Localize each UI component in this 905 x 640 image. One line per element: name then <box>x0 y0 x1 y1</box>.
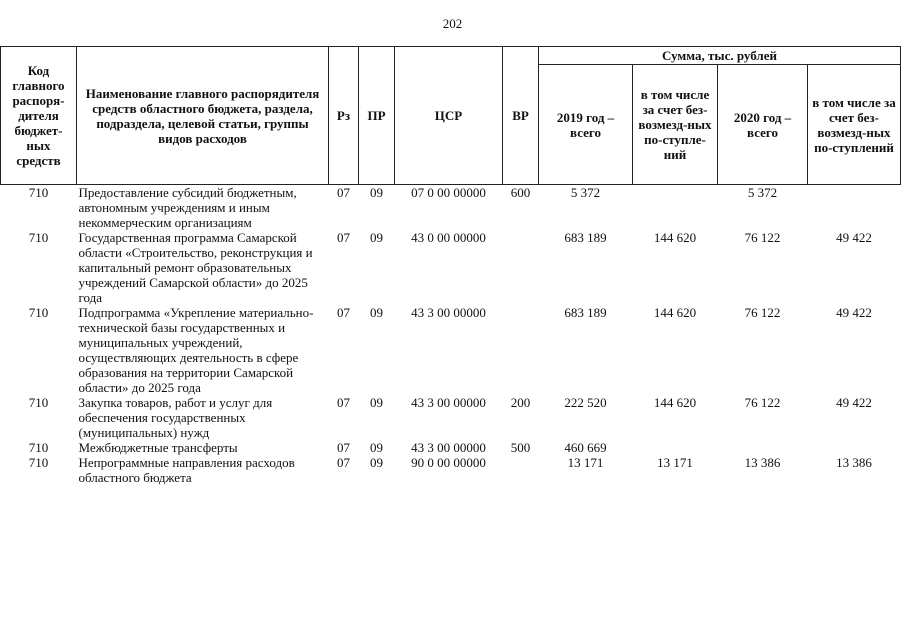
cell-2019-free: 144 620 <box>653 230 697 245</box>
cell-2019-total: 13 171 <box>567 455 604 470</box>
cell-rz: 07 <box>337 185 350 200</box>
cell-code: 710 <box>28 395 49 410</box>
cell-2020-total: 76 122 <box>744 395 781 410</box>
cell-2020-free: 49 422 <box>836 305 872 320</box>
cell-2019-free <box>633 440 718 455</box>
cell-2019-free: 13 171 <box>657 455 693 470</box>
header-csr: ЦСР <box>395 47 503 185</box>
cell-pr: 09 <box>370 440 383 455</box>
header-2020-total: 2020 год – всего <box>718 65 808 185</box>
cell-2020-total: 76 122 <box>744 305 781 320</box>
cell-csr: 43 0 00 00000 <box>411 230 486 245</box>
cell-2020-free: 49 422 <box>836 395 872 410</box>
header-pr: ПР <box>359 47 395 185</box>
cell-2019-free: 144 620 <box>653 395 697 410</box>
cell-vr <box>503 455 539 485</box>
cell-2020-total <box>718 440 808 455</box>
cell-code: 710 <box>28 305 49 320</box>
table-row <box>1 305 901 395</box>
cell-2019-total: 460 669 <box>564 440 607 455</box>
table-row <box>1 395 901 440</box>
cell-vr: 600 <box>510 185 531 200</box>
header-sum: Сумма, тыс. рублей <box>539 47 901 65</box>
cell-2020-total: 76 122 <box>744 230 781 245</box>
cell-2020-total: 13 386 <box>744 455 781 470</box>
cell-vr: 200 <box>510 395 531 410</box>
header-row-top <box>1 47 901 65</box>
header-vr: ВР <box>503 47 539 185</box>
cell-2020-free <box>808 440 901 455</box>
cell-pr: 09 <box>370 395 383 410</box>
cell-pr: 09 <box>370 185 383 200</box>
table-row <box>1 230 901 305</box>
cell-name: Межбюджетные трансферты <box>78 440 238 455</box>
cell-rz: 07 <box>337 395 350 410</box>
table-row <box>1 185 901 231</box>
cell-pr: 09 <box>370 455 383 470</box>
cell-vr <box>503 230 539 305</box>
header-2020-free: в том числе за счет без-возмезд-ных по-ступлений <box>808 65 901 185</box>
cell-name: Государственная программа Самарской области «Строительство, реконструкция и капитальный ремонт образовательных учреждений Самарской области» до 2025 года <box>78 230 313 305</box>
cell-2019-total: 5 372 <box>570 185 601 200</box>
cell-rz: 07 <box>337 230 350 245</box>
cell-csr: 07 0 00 00000 <box>411 185 486 200</box>
cell-name: Подпрограмма «Укрепление материально-технической базы государственных и муниципальных учреждений, осуществляющих деятельность в сфере образования на территории Самарской области» до 2025 года <box>78 305 314 395</box>
cell-name: Непрограммные направления расходов областного бюджета <box>78 455 295 485</box>
cell-2019-total: 683 189 <box>564 305 607 320</box>
cell-pr: 09 <box>370 230 383 245</box>
cell-code: 710 <box>28 230 49 245</box>
cell-rz: 07 <box>337 455 350 470</box>
cell-2020-free: 13 386 <box>836 455 872 470</box>
table-row <box>1 455 901 485</box>
cell-csr: 43 3 00 00000 <box>411 440 486 455</box>
cell-2019-total: 683 189 <box>564 230 607 245</box>
cell-csr: 90 0 00 00000 <box>411 455 486 470</box>
cell-vr <box>503 305 539 395</box>
cell-csr: 43 3 00 00000 <box>411 305 486 320</box>
header-name: Наименование главного распорядителя средств областного бюджета, раздела, подраздела, целевой статьи, группы видов расходов <box>77 47 329 185</box>
cell-2020-free <box>808 185 901 231</box>
cell-2019-total: 222 520 <box>564 395 607 410</box>
header-rz: Рз <box>329 47 359 185</box>
budget-table <box>0 46 901 485</box>
cell-csr: 43 3 00 00000 <box>411 395 486 410</box>
header-2019-free: в том числе за счет без-возмезд-ных по-ступле-ний <box>633 65 718 185</box>
header-code: Код главного распоря-дителя бюджет-ных средств <box>1 47 77 185</box>
table-row <box>1 440 901 455</box>
cell-2020-free: 49 422 <box>836 230 872 245</box>
cell-name: Предоставление субсидий бюджетным, автономным учреждениям и иным некоммерческим организациям <box>78 185 297 230</box>
header-2019-total: 2019 год – всего <box>539 65 633 185</box>
cell-2020-total: 5 372 <box>747 185 778 200</box>
cell-name: Закупка товаров, работ и услуг для обеспечения государственных (муниципальных) нужд <box>78 395 273 440</box>
cell-code: 710 <box>28 185 49 200</box>
cell-pr: 09 <box>370 305 383 320</box>
cell-2019-free <box>633 185 718 231</box>
page-number: 202 <box>442 16 463 31</box>
cell-vr: 500 <box>510 440 531 455</box>
cell-code: 710 <box>28 440 49 455</box>
cell-rz: 07 <box>337 440 350 455</box>
cell-code: 710 <box>28 455 49 470</box>
cell-rz: 07 <box>337 305 350 320</box>
cell-2019-free: 144 620 <box>653 305 697 320</box>
